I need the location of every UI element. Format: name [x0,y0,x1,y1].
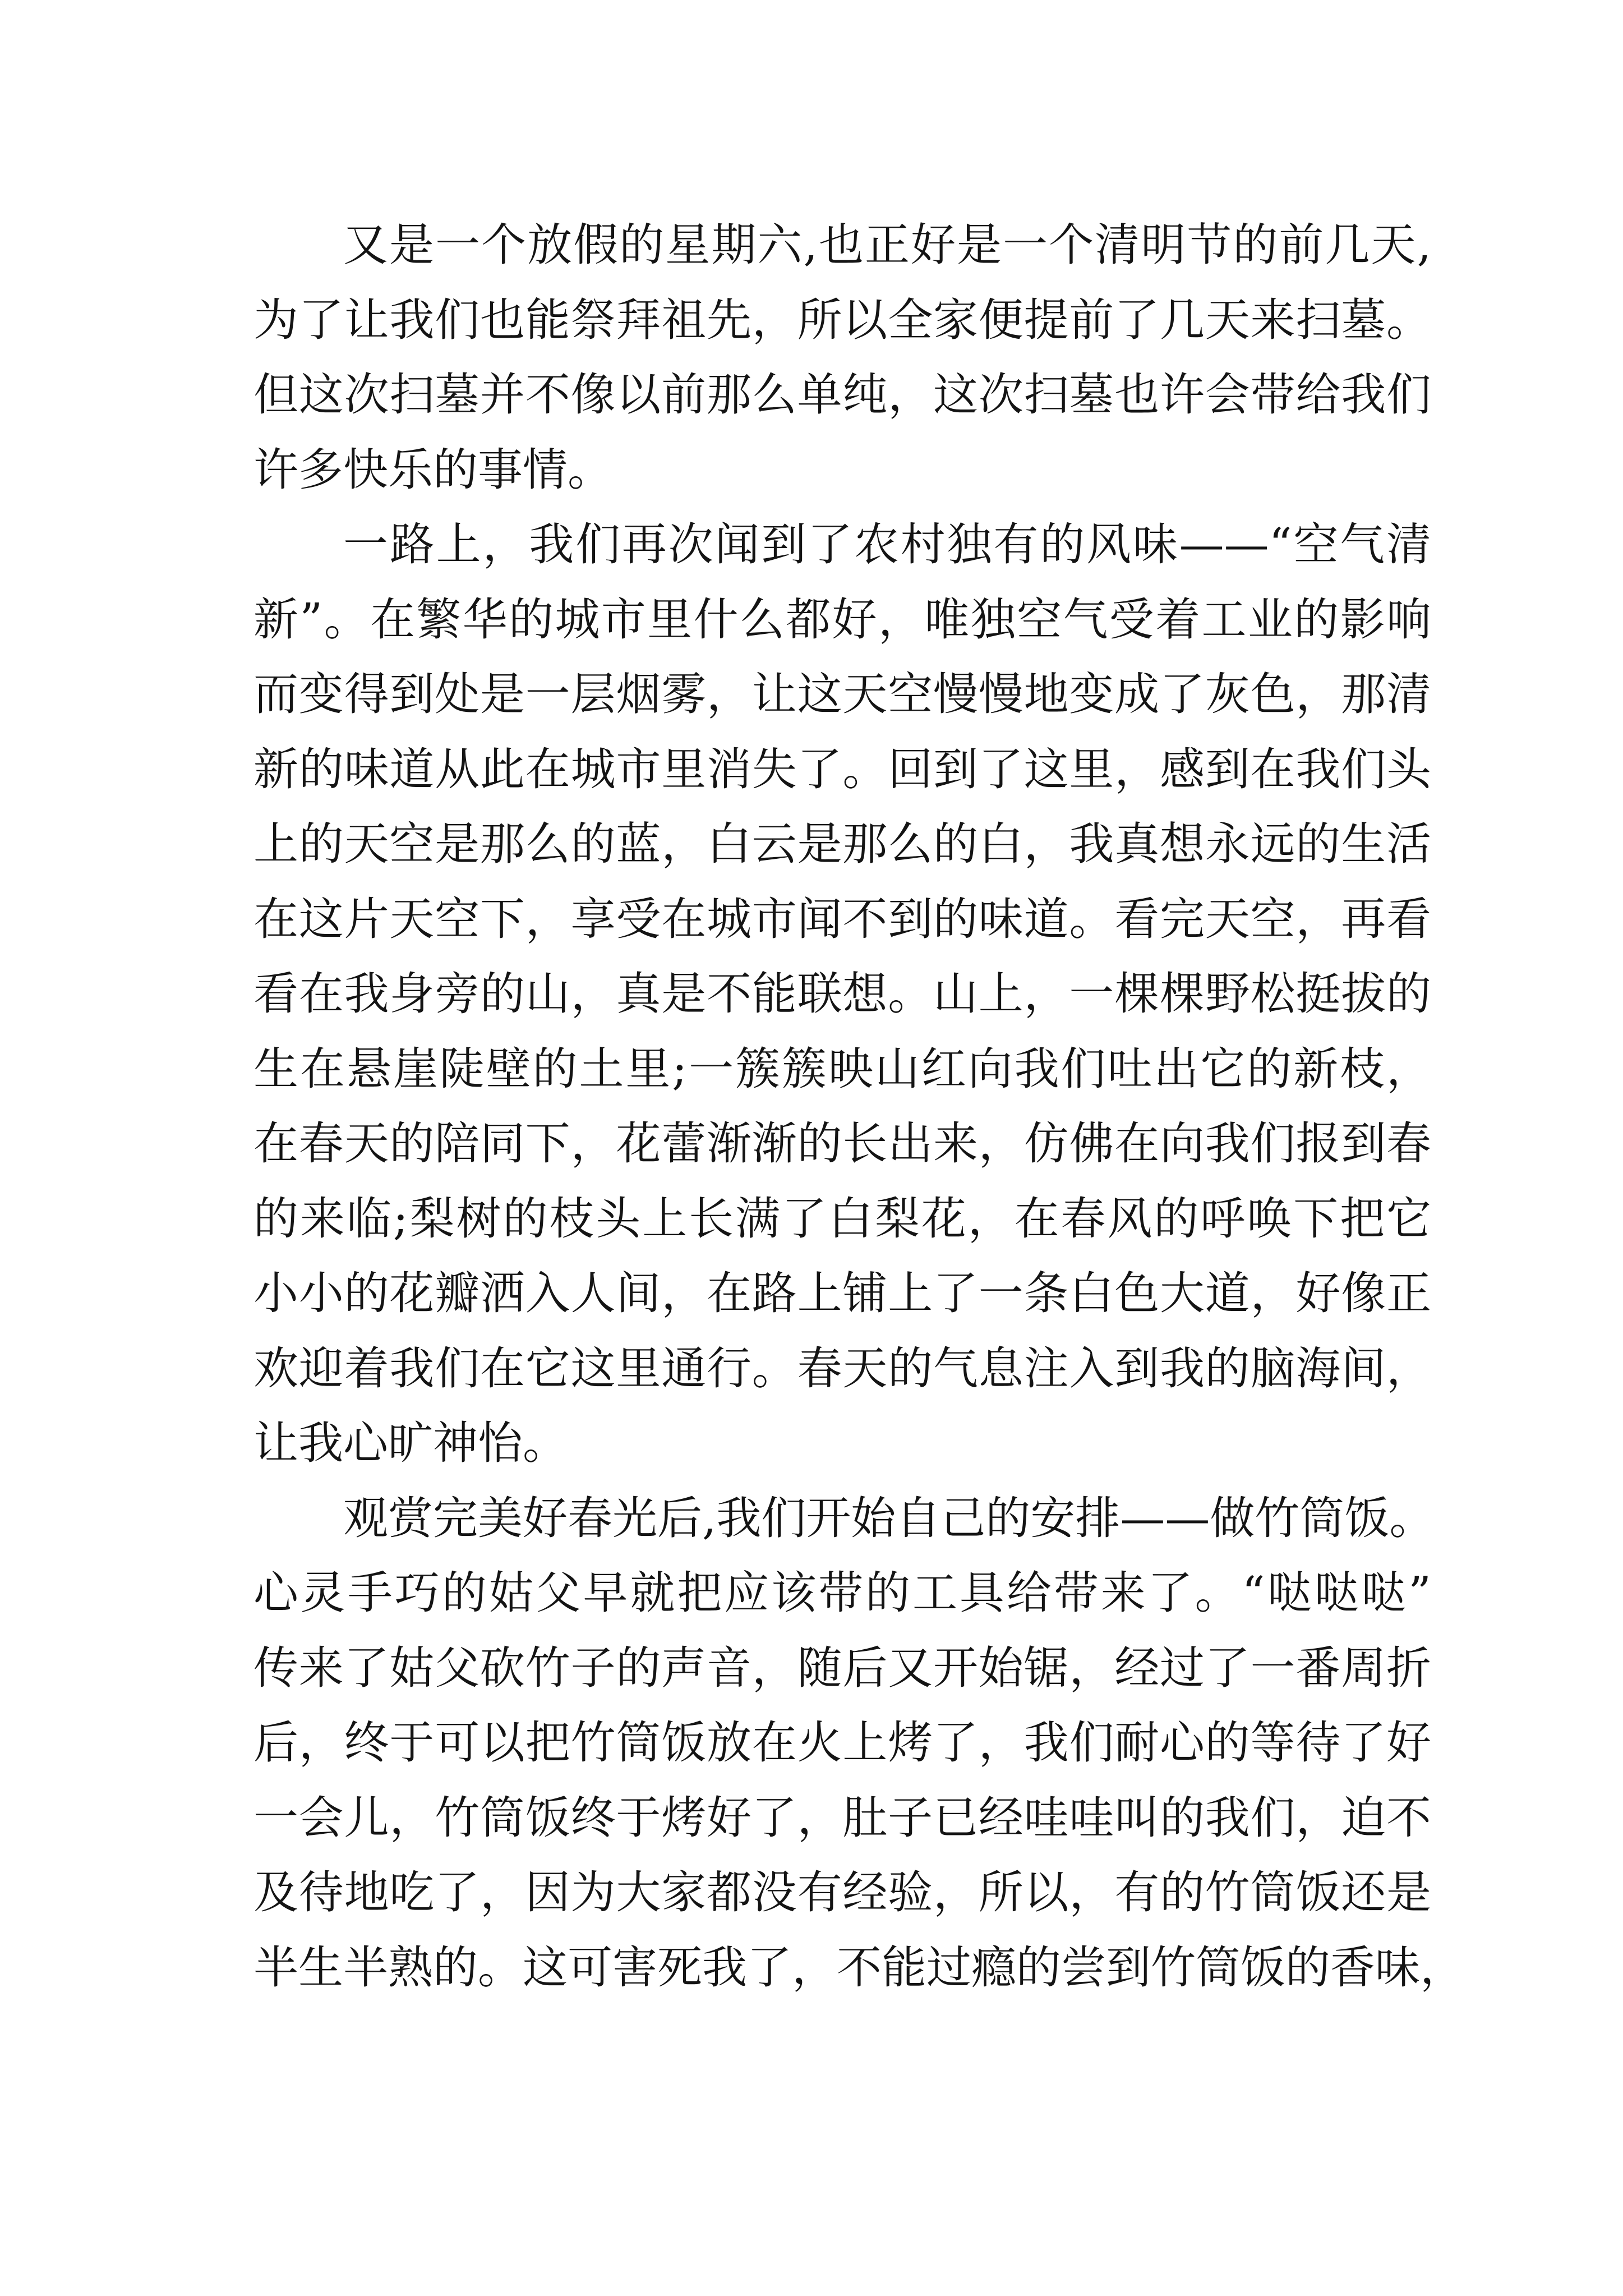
text-line: 的来临;梨树的枝头上长满了白梨花，在春风的呼唤下把它 [253,1192,1431,1245]
paragraph-1 [253,208,1431,507]
paragraph-3 [253,1481,1465,2005]
text-line: 新”。在繁华的城市里什么都好，唯独空气受着工业的影响 [253,593,1431,646]
text-line: 又是一个放假的星期六,也正好是一个清明节的前几天, [343,219,1431,271]
text-line: 欢迎着我们在它这里通行。春天的气息注入到我的脑海间， [253,1342,1431,1395]
text-line: 生在悬崖陡壁的土里;一簇簇映山红向我们吐出它的新枝， [253,1042,1431,1095]
text-line: 心灵手巧的姑父早就把应该带的工具给带来了。“哒哒哒” [253,1567,1431,1619]
paragraph-2 [253,507,1431,1481]
text-line: 新的味道从此在城市里消失了。回到了这里，感到在我们头 [253,743,1431,795]
article-body [253,208,1465,2005]
text-line: 让我心旷神怡。 [253,1417,568,1469]
text-line: 而变得到处是一层烟雾，让这天空慢慢地变成了灰色，那清 [253,668,1431,720]
text-line: 小小的花瓣洒入人间，在路上铺上了一条白色大道，好像正 [253,1267,1431,1319]
text-line: 上的天空是那么的蓝，白云是那么的白，我真想永远的生活 [253,818,1431,870]
text-line: 在春天的陪同下，花蕾渐渐的长出来，仿佛在向我们报到春 [253,1117,1431,1170]
text-line: 许多快乐的事情。 [253,443,612,496]
text-line: 为了让我们也能祭拜祖先，所以全家便提前了几天来扫墓。 [253,293,1431,346]
text-line: 半生半熟的。这可害死我了，不能过瘾的尝到竹筒饭的香味， [253,1941,1465,1994]
text-line: 传来了姑父砍竹子的声音，随后又开始锯，经过了一番周折 [253,1641,1431,1694]
text-line: 一会儿，竹筒饭终于烤好了，肚子已经哇哇叫的我们，迫不 [253,1791,1431,1844]
text-line: 观赏完美好春光后,我们开始自己的安排——做竹筒饭。 [343,1492,1435,1544]
text-line: 及待地吃了，因为大家都没有经验，所以，有的竹筒饭还是 [253,1866,1431,1918]
text-line: 在这片天空下，享受在城市闻不到的味道。看完天空，再看 [253,892,1431,945]
text-line: 一路上，我们再次闻到了农村独有的风味——“空气清 [343,518,1431,570]
text-line: 但这次扫墓并不像以前那么单纯，这次扫墓也许会带给我们 [253,369,1431,421]
text-line: 后，终于可以把竹筒饭放在火上烤了，我们耐心的等待了好 [253,1717,1431,1769]
text-line: 看在我身旁的山，真是不能联想。山上，一棵棵野松挺拔的 [253,968,1431,1020]
